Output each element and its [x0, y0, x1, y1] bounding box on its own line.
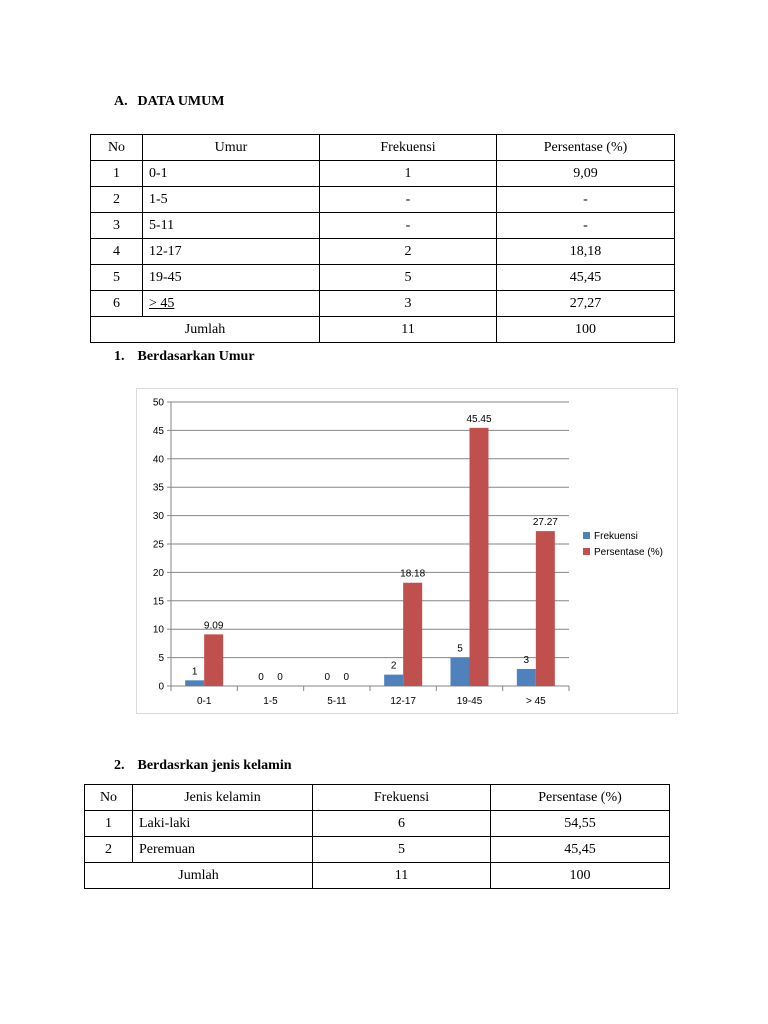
- table-row: [91, 265, 675, 291]
- table-cell: -: [497, 213, 675, 239]
- table-cell: 3: [91, 213, 143, 239]
- table-cell: 5-11: [143, 213, 320, 239]
- table-row: [91, 213, 675, 239]
- total-percentage: 100: [497, 317, 675, 343]
- data-label: 18.18: [400, 568, 426, 580]
- x-tick-label: 12-17: [390, 696, 416, 707]
- data-label: 9.09: [203, 620, 224, 632]
- bar: [204, 634, 223, 686]
- table-cell: 12-17: [143, 239, 320, 265]
- x-tick-label: 19-45: [456, 696, 483, 707]
- data-label: 1: [191, 666, 198, 678]
- table-header-row: [91, 135, 675, 161]
- section-1-heading: [114, 349, 255, 365]
- section-2-title: Berdasrkan jenis kelamin: [137, 758, 292, 773]
- table-header-cell: No: [91, 135, 143, 161]
- table-cell: -: [320, 213, 497, 239]
- total-label: Jumlah: [91, 317, 320, 343]
- table-cell: 4: [91, 239, 143, 265]
- legend-swatch: [583, 548, 590, 555]
- table-header-row: [85, 785, 670, 811]
- total-label: Jumlah: [85, 863, 313, 889]
- y-tick-label: 50: [152, 397, 164, 409]
- y-tick-label: 25: [152, 539, 164, 551]
- section-1-title: Berdasarkan Umur: [137, 349, 255, 364]
- data-label: 0: [343, 672, 350, 683]
- age-bar-chart: [136, 388, 678, 714]
- table-cell: 19-45: [143, 265, 320, 291]
- age-table: [90, 134, 675, 343]
- data-label: 3: [523, 654, 530, 666]
- table-cell: 2: [85, 837, 133, 863]
- y-tick-label: 15: [152, 596, 164, 608]
- table-cell: -: [320, 187, 497, 213]
- chart-canvas: [137, 389, 677, 713]
- table-footer-row: [91, 317, 675, 343]
- table-cell: 5: [313, 837, 491, 863]
- data-label: 5: [457, 643, 463, 655]
- bar: [451, 658, 470, 686]
- table-cell: 27,27: [497, 291, 675, 317]
- total-frequency: 11: [313, 863, 491, 889]
- age-range-label: > 45: [149, 296, 175, 311]
- data-label: 45.45: [466, 413, 492, 425]
- x-tick-label: 1-5: [263, 696, 278, 707]
- table-cell: 2: [320, 239, 497, 265]
- table-cell: 45,45: [491, 837, 670, 863]
- y-tick-label: 45: [152, 425, 164, 437]
- table-cell: 2: [91, 187, 143, 213]
- total-frequency: 11: [320, 317, 497, 343]
- data-label: 0: [277, 672, 283, 683]
- y-tick-label: 35: [152, 482, 164, 494]
- bar: [536, 531, 555, 686]
- table-row: [85, 811, 670, 837]
- table-header-cell: Frekuensi: [313, 785, 491, 811]
- data-label: 0: [324, 672, 331, 683]
- x-tick-label: 0-1: [196, 696, 212, 707]
- bar: [384, 675, 403, 686]
- table-cell: 5: [91, 265, 143, 291]
- y-tick-label: 5: [158, 653, 164, 665]
- table-row: [91, 161, 675, 187]
- section-1-number: 1.: [114, 349, 125, 364]
- x-tick-label: 5-11: [327, 696, 347, 707]
- x-tick-label: > 45: [525, 696, 546, 707]
- data-label: 2: [390, 660, 397, 672]
- table-cell: Peremuan: [133, 837, 313, 863]
- table-cell: 1: [320, 161, 497, 187]
- table-cell: 5: [320, 265, 497, 291]
- table-header-cell: Frekuensi: [320, 135, 497, 161]
- table-row: [91, 291, 675, 317]
- bar: [470, 428, 489, 686]
- table-row: [85, 837, 670, 863]
- y-tick-label: 20: [152, 567, 164, 579]
- gender-table: [84, 784, 670, 889]
- data-label: 27.27: [532, 517, 558, 529]
- table-cell: 1: [85, 811, 133, 837]
- table-cell: [143, 291, 320, 317]
- table-cell: -: [497, 187, 675, 213]
- section-2-heading: [114, 758, 292, 774]
- y-tick-label: 30: [152, 511, 164, 523]
- table-cell: 1: [91, 161, 143, 187]
- table-row: [91, 239, 675, 265]
- table-cell: 45,45: [497, 265, 675, 291]
- table-cell: 6: [91, 291, 143, 317]
- bar: [403, 583, 422, 686]
- section-a-heading: [114, 94, 224, 110]
- section-2-number: 2.: [114, 758, 125, 773]
- table-cell: 9,09: [497, 161, 675, 187]
- bar: [185, 680, 204, 686]
- table-header-cell: Persentase (%): [491, 785, 670, 811]
- table-cell: 54,55: [491, 811, 670, 837]
- legend-label: Persentase (%): [594, 547, 663, 558]
- table-cell: 6: [313, 811, 491, 837]
- table-footer-row: [85, 863, 670, 889]
- table-cell: 0-1: [143, 161, 320, 187]
- table-header-cell: Umur: [143, 135, 320, 161]
- table-header-cell: Jenis kelamin: [133, 785, 313, 811]
- table-cell: Laki-laki: [133, 811, 313, 837]
- table-cell: 18,18: [497, 239, 675, 265]
- table-cell: 1-5: [143, 187, 320, 213]
- section-a-number: A.: [114, 94, 128, 109]
- table-cell: 3: [320, 291, 497, 317]
- table-header-cell: Persentase (%): [497, 135, 675, 161]
- total-percentage: 100: [491, 863, 670, 889]
- section-a-title: DATA UMUM: [137, 94, 225, 109]
- bar: [517, 669, 536, 686]
- y-tick-label: 40: [152, 454, 164, 466]
- y-tick-label: 0: [158, 681, 164, 693]
- legend-label: Frekuensi: [594, 531, 638, 542]
- table-row: [91, 187, 675, 213]
- legend-swatch: [583, 532, 590, 539]
- y-tick-label: 10: [152, 624, 164, 636]
- data-label: 0: [258, 672, 264, 683]
- table-header-cell: No: [85, 785, 133, 811]
